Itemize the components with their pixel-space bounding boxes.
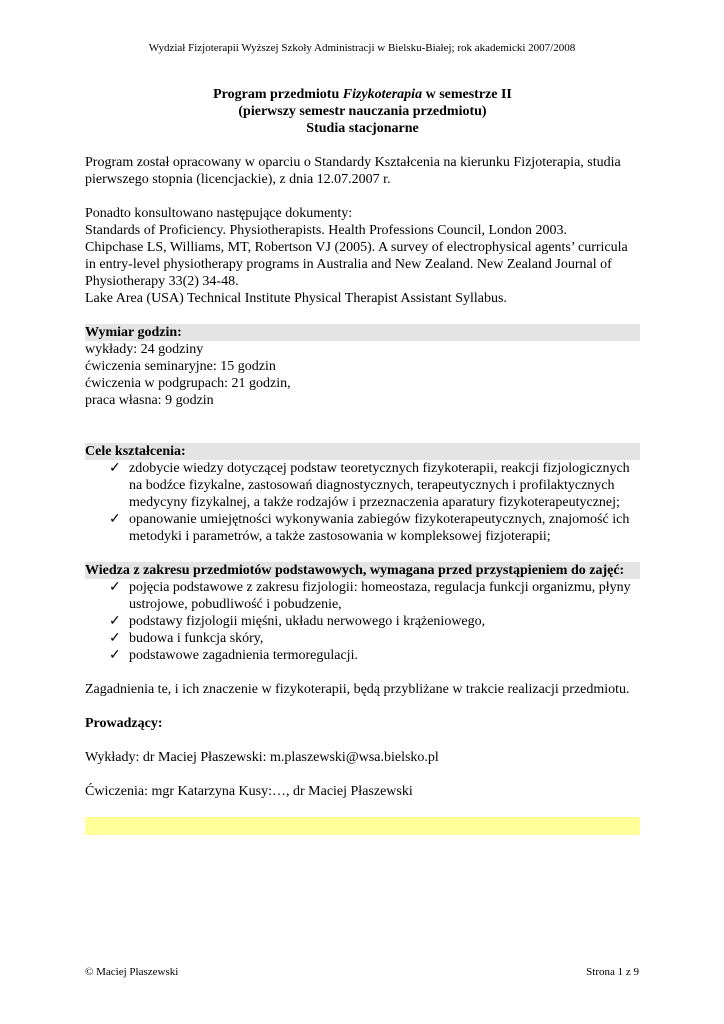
hours-item: ćwiczenia seminaryjne: 15 godzin	[85, 359, 276, 374]
footer-author: © Maciej Płaszewski	[85, 966, 179, 978]
list-item: ✓ podstawy fizjologii mięśni, układu nerwowego i krążeniowego,	[109, 614, 486, 629]
document-body	[85, 86, 640, 835]
footer-page-number: Strona 1 z 9	[586, 966, 639, 978]
goals-list	[85, 460, 640, 545]
title-line-3: Studia stacjonarne	[306, 121, 419, 136]
hours-item: wykłady: 24 godziny	[85, 342, 204, 357]
hours-list	[85, 341, 640, 409]
course-name: Fizykoterapia	[342, 87, 423, 102]
page-header: Wydział Fizjoterapii Wyższej Szkoły Administracji w Bielsku-Białej; rok akademicki 2007/2008	[148, 42, 576, 54]
document-title	[85, 86, 640, 137]
consulted-item: Standards of Proficiency. Physiotherapists. Health Professions Council, London 2003.	[85, 223, 568, 238]
consulted-item: Chipchase LS, Williams, MT, Robertson VJ (2005). A survey of electrophysical agents’ curricula in entry-level physiotherapy programs in Australia and New Zealand. New Zealand Journal of Physiotherapy 33(2) 34-48.	[85, 240, 628, 289]
prerequisites-note: Zagadnienia te, i ich znaczenie w fizykoterapii, będą przybliżane w trakcie realizacji przedmiotu.	[85, 682, 630, 697]
lectures-instructor: Wykłady: dr Maciej Płaszewski: m.plaszewski@wsa.bielsko.pl	[85, 750, 439, 765]
checkmark-icon: ✓	[109, 512, 121, 527]
hours-item: ćwiczenia w podgrupach: 21 godzin,	[85, 376, 291, 391]
instructors-heading: Prowadzący:	[85, 716, 163, 731]
highlight-bar	[85, 817, 640, 835]
intro-paragraph: Program został opracowany w oparciu o Standardy Kształcenia na kierunku Fizjoterapia, studia pierwszego stopnia (licencjackie), z dnia 12.07.2007 r.	[85, 155, 621, 187]
consulted-heading: Ponadto konsultowano następujące dokumenty:	[85, 206, 353, 221]
prerequisites-list	[85, 579, 640, 664]
list-item: ✓ podstawowe zagadnienia termoregulacji.	[109, 648, 358, 663]
checkmark-icon: ✓	[109, 614, 121, 629]
title-line-1: Program przedmiotu Fizykoterapia w semestrze II	[213, 87, 512, 102]
checkmark-icon: ✓	[109, 648, 121, 663]
title-line-2: (pierwszy semestr nauczania przedmiotu)	[238, 104, 487, 119]
exercises-instructor: Ćwiczenia: mgr Katarzyna Kusy:…, dr Maciej Płaszewski	[85, 784, 413, 799]
consulted-documents	[85, 205, 640, 307]
goals-heading: Cele kształcenia:	[85, 443, 640, 460]
consulted-item: Lake Area (USA) Technical Institute Physical Therapist Assistant Syllabus.	[85, 291, 507, 306]
prerequisites-heading: Wiedza z zakresu przedmiotów podstawowych, wymagana przed przystąpieniem do zajęć:	[85, 562, 640, 579]
list-item: ✓ opanowanie umiejętności wykonywania zabiegów fizykoterapeutycznych, znajomość ich metodyki i parametrów, a także zastosowania w kompleksowej fizjoterapii;	[109, 512, 630, 544]
list-item: ✓ budowa i funkcja skóry,	[109, 631, 264, 646]
hours-item: praca własna: 9 godzin	[85, 393, 214, 408]
list-item: ✓ zdobycie wiedzy dotyczącej podstaw teoretycznych fizykoterapii, reakcji fizjologicznych na bodźce fizykalne, zastosowań diagnostycznych, terapeutycznych i profilaktycznych medycyny fizykalnej, a także rodzajów i przeznaczenia aparatury fizykoterapeutycznej;	[109, 461, 630, 510]
checkmark-icon: ✓	[109, 461, 121, 476]
checkmark-icon: ✓	[109, 580, 121, 595]
list-item: ✓ pojęcia podstawowe z zakresu fizjologii: homeostaza, regulacja funkcji organizmu, płyny ustrojowe, pobudliwość i pobudzenie,	[109, 580, 631, 612]
hours-heading: Wymiar godzin:	[85, 324, 640, 341]
checkmark-icon: ✓	[109, 631, 121, 646]
